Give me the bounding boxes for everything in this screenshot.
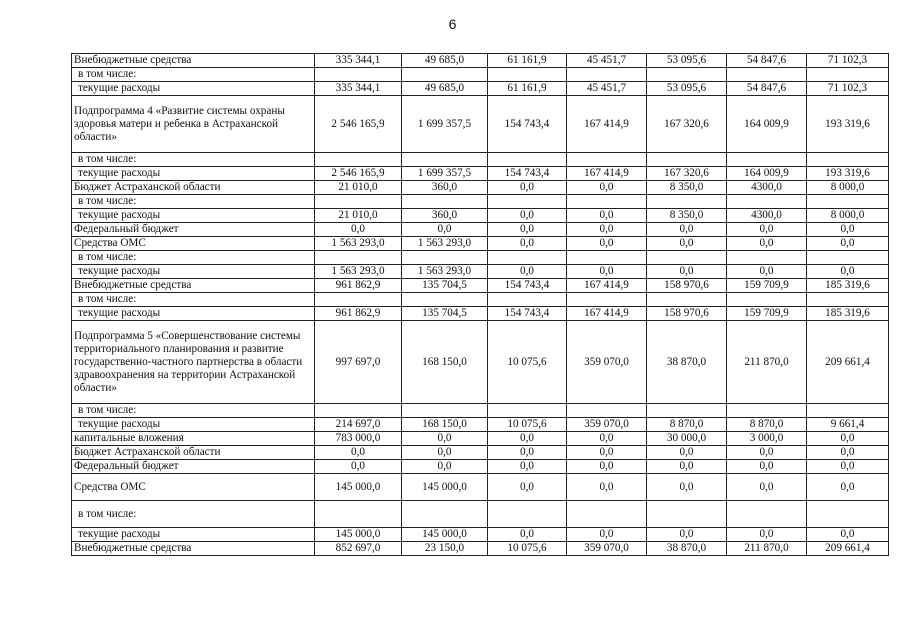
row-value-col-4: 359 070,0: [567, 418, 647, 432]
row-value-col-1: 335 344,1: [315, 54, 402, 68]
row-value-col-3: [488, 68, 567, 82]
row-value-col-1: 214 697,0: [315, 418, 402, 432]
row-value-col-3: 154 743,4: [488, 279, 567, 293]
row-value-col-4: 0,0: [567, 446, 647, 460]
row-value-col-5: 0,0: [647, 528, 727, 542]
row-value-col-1: 997 697,0: [315, 321, 402, 404]
page-number: 6: [448, 16, 457, 32]
row-label: текущие расходы: [72, 265, 315, 279]
row-value-col-6: 164 009,9: [727, 167, 807, 181]
row-value-col-4: 0,0: [567, 237, 647, 251]
row-value-col-7: 0,0: [807, 223, 889, 237]
row-value-col-2: 135 704,5: [402, 279, 488, 293]
row-value-col-6: 0,0: [727, 460, 807, 474]
row-label: Средства ОМС: [72, 474, 315, 501]
row-value-col-4: [567, 501, 647, 528]
row-value-col-6: 3 000,0: [727, 432, 807, 446]
row-value-col-1: 145 000,0: [315, 474, 402, 501]
row-value-col-3: 0,0: [488, 474, 567, 501]
row-value-col-6: 159 709,9: [727, 279, 807, 293]
row-value-col-7: 71 102,3: [807, 54, 889, 68]
row-value-col-5: [647, 153, 727, 167]
row-value-col-5: 8 350,0: [647, 181, 727, 195]
row-value-col-2: 135 704,5: [402, 307, 488, 321]
row-value-col-4: 45 451,7: [567, 82, 647, 96]
row-value-col-7: 0,0: [807, 474, 889, 501]
row-label: Средства ОМС: [72, 237, 315, 251]
row-value-col-7: [807, 68, 889, 82]
row-value-col-1: 1 563 293,0: [315, 265, 402, 279]
row-label: Федеральный бюджет: [72, 460, 315, 474]
row-label: Бюджет Астраханской области: [72, 446, 315, 460]
row-label: текущие расходы: [72, 209, 315, 223]
row-value-col-5: [647, 404, 727, 418]
row-value-col-3: 154 743,4: [488, 307, 567, 321]
row-value-col-6: 0,0: [727, 237, 807, 251]
row-value-col-2: 0,0: [402, 460, 488, 474]
table-row: [72, 54, 889, 68]
row-value-col-5: 53 095,6: [647, 54, 727, 68]
row-value-col-2: [402, 153, 488, 167]
row-value-col-6: 0,0: [727, 223, 807, 237]
row-label: текущие расходы: [72, 167, 315, 181]
row-value-col-3: 154 743,4: [488, 167, 567, 181]
row-label: в том числе:: [72, 153, 315, 167]
row-label: Подпрограмма 5 «Совершенствование системы территориального планирования и развитие государственно-частного партнерства в области здравоохранения на территории Астраханской области»: [72, 321, 315, 404]
table-row: [72, 251, 889, 265]
table-row: [72, 446, 889, 460]
row-value-col-1: 783 000,0: [315, 432, 402, 446]
table-row: [72, 404, 889, 418]
row-value-col-1: 0,0: [315, 460, 402, 474]
table-row: [72, 181, 889, 195]
row-value-col-7: 8 000,0: [807, 181, 889, 195]
row-value-col-4: [567, 251, 647, 265]
row-value-col-2: 0,0: [402, 432, 488, 446]
row-value-col-5: 8 350,0: [647, 209, 727, 223]
row-value-col-1: [315, 251, 402, 265]
row-value-col-7: 193 319,6: [807, 167, 889, 181]
row-value-col-4: 359 070,0: [567, 542, 647, 556]
row-value-col-3: [488, 153, 567, 167]
row-value-col-5: 0,0: [647, 460, 727, 474]
row-label: Внебюджетные средства: [72, 542, 315, 556]
row-value-col-4: 167 414,9: [567, 167, 647, 181]
row-label: текущие расходы: [72, 82, 315, 96]
row-label: Бюджет Астраханской области: [72, 181, 315, 195]
row-value-col-5: 53 095,6: [647, 82, 727, 96]
row-value-col-5: 30 000,0: [647, 432, 727, 446]
row-label: Внебюджетные средства: [72, 279, 315, 293]
row-value-col-5: [647, 251, 727, 265]
row-value-col-7: 209 661,4: [807, 542, 889, 556]
row-value-col-1: 0,0: [315, 446, 402, 460]
row-value-col-1: 0,0: [315, 223, 402, 237]
row-value-col-5: 0,0: [647, 237, 727, 251]
row-value-col-4: [567, 293, 647, 307]
row-value-col-7: 185 319,6: [807, 307, 889, 321]
row-value-col-6: 159 709,9: [727, 307, 807, 321]
row-value-col-6: [727, 195, 807, 209]
row-value-col-5: 8 870,0: [647, 418, 727, 432]
row-value-col-3: 0,0: [488, 460, 567, 474]
row-value-col-2: 1 699 357,5: [402, 167, 488, 181]
row-label: в том числе:: [72, 404, 315, 418]
row-value-col-2: 145 000,0: [402, 474, 488, 501]
row-value-col-6: 54 847,6: [727, 82, 807, 96]
row-value-col-5: 167 320,6: [647, 167, 727, 181]
row-value-col-1: [315, 153, 402, 167]
row-value-col-2: 168 150,0: [402, 321, 488, 404]
row-value-col-4: [567, 195, 647, 209]
row-value-col-2: 0,0: [402, 446, 488, 460]
table-row: [72, 209, 889, 223]
row-value-col-5: [647, 195, 727, 209]
row-value-col-3: [488, 501, 567, 528]
row-value-col-3: [488, 251, 567, 265]
row-value-col-7: [807, 404, 889, 418]
row-value-col-4: 0,0: [567, 460, 647, 474]
row-value-col-2: 49 685,0: [402, 82, 488, 96]
table-row: [72, 307, 889, 321]
row-value-col-5: 158 970,6: [647, 307, 727, 321]
table-row: [72, 321, 889, 404]
row-value-col-2: [402, 404, 488, 418]
row-value-col-2: 360,0: [402, 209, 488, 223]
row-value-col-7: 185 319,6: [807, 279, 889, 293]
table-row: [72, 237, 889, 251]
row-value-col-4: 0,0: [567, 474, 647, 501]
row-value-col-7: [807, 195, 889, 209]
table-row: [72, 265, 889, 279]
row-value-col-1: 2 546 165,9: [315, 96, 402, 153]
table-row: [72, 542, 889, 556]
row-value-col-7: 0,0: [807, 237, 889, 251]
row-value-col-1: [315, 293, 402, 307]
row-value-col-2: [402, 251, 488, 265]
row-value-col-1: 2 546 165,9: [315, 167, 402, 181]
row-value-col-3: [488, 293, 567, 307]
row-value-col-6: 164 009,9: [727, 96, 807, 153]
table-row: [72, 432, 889, 446]
row-value-col-6: 0,0: [727, 474, 807, 501]
row-value-col-3: 0,0: [488, 432, 567, 446]
row-value-col-2: 145 000,0: [402, 528, 488, 542]
row-value-col-1: 21 010,0: [315, 181, 402, 195]
row-value-col-1: [315, 68, 402, 82]
row-value-col-1: 335 344,1: [315, 82, 402, 96]
row-value-col-3: 0,0: [488, 265, 567, 279]
row-value-col-2: 1 563 293,0: [402, 265, 488, 279]
row-label: текущие расходы: [72, 307, 315, 321]
row-value-col-5: 0,0: [647, 265, 727, 279]
row-value-col-7: [807, 293, 889, 307]
row-value-col-4: [567, 404, 647, 418]
row-value-col-3: 10 075,6: [488, 321, 567, 404]
table-row: [72, 153, 889, 167]
row-value-col-1: 961 862,9: [315, 307, 402, 321]
row-value-col-6: 211 870,0: [727, 542, 807, 556]
row-value-col-1: [315, 195, 402, 209]
row-label: в том числе:: [72, 501, 315, 528]
row-value-col-3: 0,0: [488, 209, 567, 223]
row-value-col-3: [488, 404, 567, 418]
row-value-col-1: [315, 501, 402, 528]
row-value-col-3: 10 075,6: [488, 418, 567, 432]
row-value-col-2: [402, 293, 488, 307]
row-value-col-7: 71 102,3: [807, 82, 889, 96]
row-value-col-1: 145 000,0: [315, 528, 402, 542]
row-value-col-3: 0,0: [488, 181, 567, 195]
row-value-col-4: 0,0: [567, 181, 647, 195]
row-value-col-5: 167 320,6: [647, 96, 727, 153]
row-value-col-7: 209 661,4: [807, 321, 889, 404]
table-row: [72, 279, 889, 293]
row-value-col-7: 0,0: [807, 265, 889, 279]
row-value-col-5: 0,0: [647, 474, 727, 501]
row-value-col-6: [727, 404, 807, 418]
table-row: [72, 82, 889, 96]
row-value-col-7: 0,0: [807, 446, 889, 460]
row-value-col-7: 9 661,4: [807, 418, 889, 432]
row-value-col-7: [807, 251, 889, 265]
row-value-col-3: 0,0: [488, 223, 567, 237]
row-label: Внебюджетные средства: [72, 54, 315, 68]
row-value-col-4: [567, 153, 647, 167]
table-row: [72, 460, 889, 474]
row-label: в том числе:: [72, 195, 315, 209]
row-value-col-1: 1 563 293,0: [315, 237, 402, 251]
row-value-col-1: 961 862,9: [315, 279, 402, 293]
table-row: [72, 474, 889, 501]
row-value-col-2: 168 150,0: [402, 418, 488, 432]
row-value-col-5: 158 970,6: [647, 279, 727, 293]
row-value-col-2: 49 685,0: [402, 54, 488, 68]
row-value-col-7: 0,0: [807, 460, 889, 474]
row-value-col-4: 359 070,0: [567, 321, 647, 404]
row-value-col-7: 0,0: [807, 432, 889, 446]
row-value-col-3: 0,0: [488, 237, 567, 251]
row-label: Подпрограмма 4 «Развитие системы охраны здоровья матери и ребенка в Астраханской области»: [72, 96, 315, 153]
table-row: [72, 293, 889, 307]
row-label: Федеральный бюджет: [72, 223, 315, 237]
row-label: в том числе:: [72, 68, 315, 82]
row-label: в том числе:: [72, 293, 315, 307]
row-value-col-5: [647, 501, 727, 528]
row-value-col-5: 0,0: [647, 446, 727, 460]
table-row: [72, 223, 889, 237]
table-row: [72, 528, 889, 542]
row-value-col-6: [727, 501, 807, 528]
row-value-col-6: 4300,0: [727, 181, 807, 195]
row-value-col-5: 0,0: [647, 223, 727, 237]
row-value-col-2: [402, 195, 488, 209]
table-row: [72, 96, 889, 153]
row-value-col-2: 23 150,0: [402, 542, 488, 556]
row-value-col-6: 211 870,0: [727, 321, 807, 404]
row-value-col-3: [488, 195, 567, 209]
row-value-col-4: 0,0: [567, 265, 647, 279]
row-label: текущие расходы: [72, 528, 315, 542]
row-label: в том числе:: [72, 251, 315, 265]
row-value-col-2: [402, 68, 488, 82]
row-value-col-2: 360,0: [402, 181, 488, 195]
row-value-col-4: 167 414,9: [567, 96, 647, 153]
table-row: [72, 418, 889, 432]
row-value-col-5: [647, 293, 727, 307]
row-value-col-6: 54 847,6: [727, 54, 807, 68]
row-value-col-4: 0,0: [567, 528, 647, 542]
row-value-col-3: 61 161,9: [488, 82, 567, 96]
row-value-col-4: 45 451,7: [567, 54, 647, 68]
row-value-col-1: 21 010,0: [315, 209, 402, 223]
row-value-col-3: 154 743,4: [488, 96, 567, 153]
row-value-col-7: [807, 153, 889, 167]
row-value-col-5: 38 870,0: [647, 321, 727, 404]
row-value-col-7: [807, 501, 889, 528]
row-value-col-2: [402, 501, 488, 528]
row-label: капитальные вложения: [72, 432, 315, 446]
row-value-col-6: 8 870,0: [727, 418, 807, 432]
row-value-col-4: 0,0: [567, 432, 647, 446]
row-value-col-6: [727, 68, 807, 82]
budget-table: [71, 53, 889, 556]
row-value-col-3: 61 161,9: [488, 54, 567, 68]
row-value-col-2: 0,0: [402, 223, 488, 237]
row-value-col-7: 0,0: [807, 528, 889, 542]
row-value-col-5: 38 870,0: [647, 542, 727, 556]
row-value-col-4: 167 414,9: [567, 279, 647, 293]
row-value-col-4: 0,0: [567, 223, 647, 237]
table-row: [72, 68, 889, 82]
row-value-col-6: 4300,0: [727, 209, 807, 223]
row-value-col-6: [727, 293, 807, 307]
row-value-col-6: [727, 251, 807, 265]
table-row: [72, 195, 889, 209]
row-value-col-7: 8 000,0: [807, 209, 889, 223]
row-value-col-1: 852 697,0: [315, 542, 402, 556]
row-label: текущие расходы: [72, 418, 315, 432]
row-value-col-5: [647, 68, 727, 82]
row-value-col-3: 0,0: [488, 446, 567, 460]
row-value-col-7: 193 319,6: [807, 96, 889, 153]
row-value-col-6: [727, 153, 807, 167]
row-value-col-4: [567, 68, 647, 82]
row-value-col-1: [315, 404, 402, 418]
row-value-col-2: 1 699 357,5: [402, 96, 488, 153]
row-value-col-2: 1 563 293,0: [402, 237, 488, 251]
table-row: [72, 167, 889, 181]
row-value-col-3: 0,0: [488, 528, 567, 542]
row-value-col-3: 10 075,6: [488, 542, 567, 556]
row-value-col-6: 0,0: [727, 446, 807, 460]
row-value-col-4: 167 414,9: [567, 307, 647, 321]
row-value-col-6: 0,0: [727, 528, 807, 542]
row-value-col-6: 0,0: [727, 265, 807, 279]
row-value-col-4: 0,0: [567, 209, 647, 223]
table-row: [72, 501, 889, 528]
